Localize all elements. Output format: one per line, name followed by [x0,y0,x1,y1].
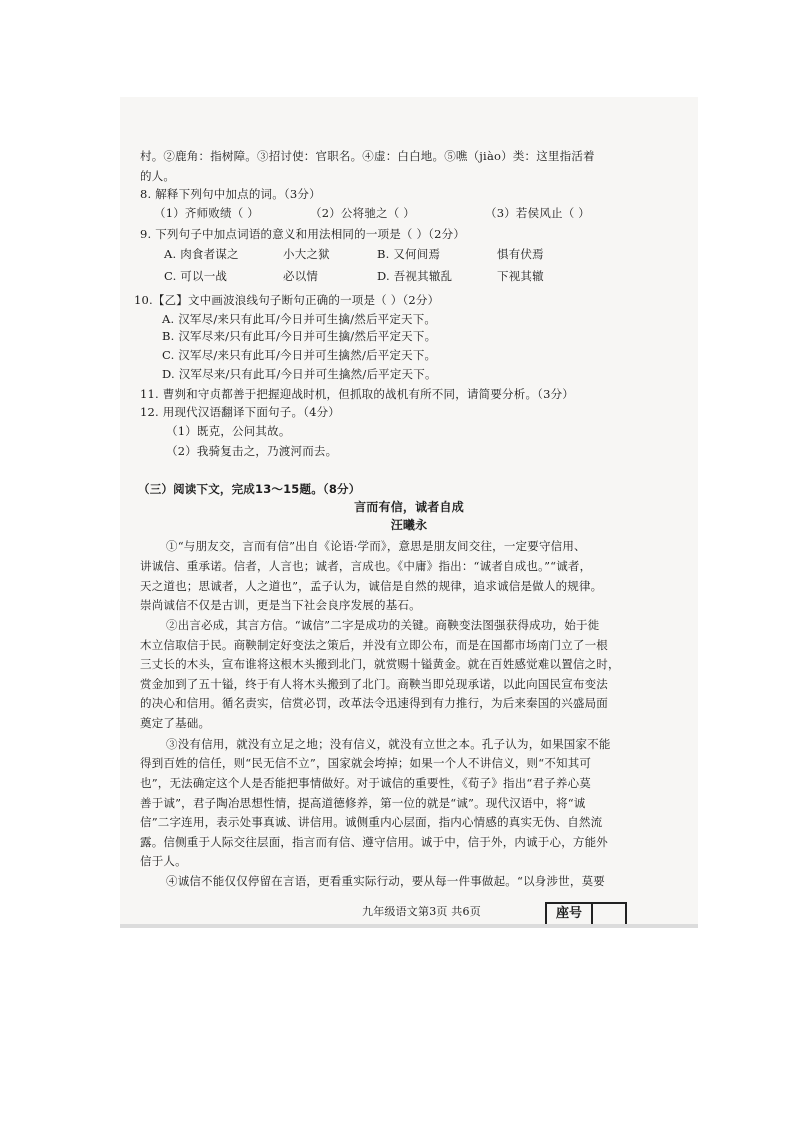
option-b-pair: 惧有伏焉 [497,247,544,261]
paragraph-line: ①“与朋友交，言而有信”出自《论语·学而》，意思是朋友间交往，一定要守信用、 [166,539,586,553]
paragraph-line: 讲诚信、重承诺。信者，人言也；诚者，言成也。《中庸》指出：“诚者自成也。”“诚者， [140,559,592,573]
paragraph-line: 得到百姓的信任，则“民无信不立”，国家就会垮掉；如果一个人不讲信义，则“不知其可 [140,756,592,770]
question-12-sentence-1: （1）既克，公问其故。 [166,424,291,438]
question-8-stem: 8. 解释下列句中加点的词。（3分） [140,187,321,201]
paragraph-line: 也”，无法确定这个人是否能把事情做好。对于诚信的重要性，《荀子》指出“君子养心莫 [140,776,592,790]
exam-page [120,97,698,928]
paragraph-line: 木立信取信于民。商鞅制定好变法之策后，并没有立即公布，而是在国都市场南门立了一根 [140,638,608,652]
paragraph-line: 的决心和信用。循名责实，信赏必罚，改革法令迅速得到有力推行，为后来秦国的兴盛局面 [140,696,608,710]
question-8-item-2: （2）公将驰之（ ） [310,206,415,220]
paragraph-line: 信于人。 [140,854,187,868]
page-footer: 九年级语文第3页 共6页 [362,905,481,918]
seat-number-label: 座号 [547,904,593,924]
paragraph-line: 赏金加到了五十镒，终于有人将木头搬到了北门。商鞅当即兑现承诺，以此向国民宣布变法 [140,677,608,691]
option-c-pair: 必以情 [283,269,319,283]
option-c: C. 汉军尽/来只有此耳/今日并可生擒然/后平定天下。 [162,348,437,362]
question-12-stem: 12. 用现代汉语翻译下面句子。（4分） [140,405,341,419]
option-d: D. 汉军尽来/只有此耳/今日并可生擒然/后平定天下。 [162,367,437,381]
paragraph-line: 崇尚诚信不仅是古训，更是当下社会良序发展的基石。 [140,598,421,612]
paragraph-line: 善于诚”，君子陶冶思想性情，提高道德修养，第一位的就是“诚”。现代汉语中，将“诚 [140,796,586,810]
option-b: B. 汉军尽来/只有此耳/今日并可生擒/然后平定天下。 [162,329,437,343]
article-title: 言而有信，诚者自成 [354,500,464,514]
paragraph-line: ②出言必成，其言方信。“诚信”二字是成功的关键。商鞅变法图强获得成功，始于徙 [166,618,600,632]
paragraph-line: 露。信侧重于人际交往层面，指言而有信、遵守信用。诚于中，信于外，内诚于心，方能外 [140,835,608,849]
option-c: C. 可以一战 [164,269,228,283]
paragraph-line: ③没有信用，就没有立足之地；没有信义，就没有立世之本。孔子认为，如果国家不能 [166,737,611,751]
option-b: B. 又何间焉 [377,247,441,261]
question-8-item-1: （1）齐师败绩（ ） [154,206,259,220]
question-12-sentence-2: （2）我骑复击之，乃渡河而去。 [166,444,338,458]
paragraph-line: 信”二字连用，表示处事真诚、讲信用。诚侧重内心层面，指内心情感的真实无伪、自然流 [140,815,603,829]
article-author: 汪曦永 [390,518,428,532]
question-8-item-3: （3）若侯风止（ ） [485,206,590,220]
paragraph-line: ④诚信不能仅仅停留在言语，更看重实际行动，要从每一件事做起。“以身涉世，莫要 [166,874,605,888]
paragraph-line: 三丈长的木头，宣布谁将这根木头搬到北门，就赏赐十镒黄金。就在百姓感觉难以置信之时， [140,657,620,671]
question-9-stem: 9. 下列句子中加点词语的意义和用法相同的一项是（ ）（2分） [140,227,466,241]
option-d-pair: 下视其辙 [497,269,544,283]
option-a: A. 汉军尽/来只有此耳/今日并可生擒/然后平定天下。 [162,312,437,326]
question-10-stem: 10.【乙】文中画波浪线句子断句正确的一项是（ ）（2分） [134,293,440,307]
paragraph-line: 奠定了基础。 [140,716,211,730]
section-heading: （三）阅读下文，完成13～15题。（8分） [138,482,361,496]
question-11: 11. 曹刿和守贞都善于把握迎战时机，但抓取的战机有所不同，请简要分析。（3分） [140,387,575,401]
option-a: A. 肉食者谋之 [164,247,239,261]
footnote-line: 的人。 [140,169,176,183]
option-d: D. 吾视其辙乱 [377,269,453,283]
option-a-pair: 小大之狱 [283,247,330,261]
seat-number-box [545,902,627,926]
paragraph-line: 天之道也；思诚者，人之道也”，孟子认为，诚信是自然的规律，追求诚信是做人的规律。 [140,579,603,593]
footnote-line: 村。②鹿角：指树障。③招讨使：官职名。④虚：白白地。⑤噍（jiào）类：这里指活着 [140,149,595,163]
